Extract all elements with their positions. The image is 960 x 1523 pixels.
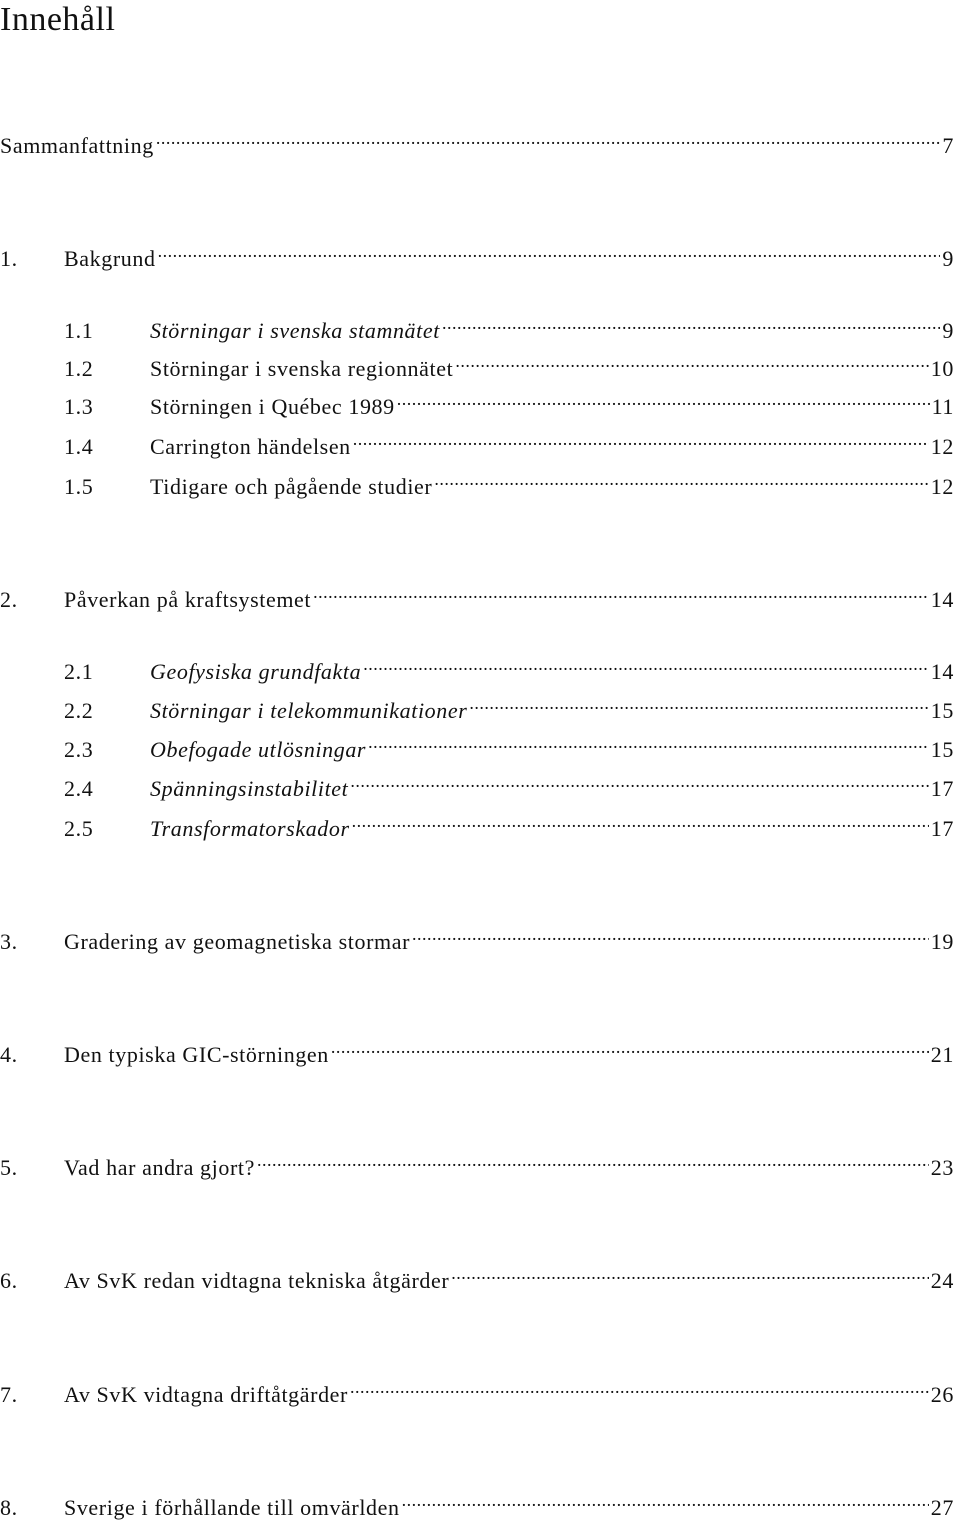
toc-entry[interactable]: [0, 1258, 954, 1293]
toc-entry-number: 1.2: [64, 356, 94, 381]
toc-entry-number: 1.3: [64, 394, 94, 419]
toc-entry-page-number: 9: [942, 246, 954, 271]
toc-dot-leader: [442, 308, 940, 338]
toc-entry-title: Vad har andra gjort?: [64, 1155, 255, 1180]
toc-entry-page-number: 27: [930, 1495, 954, 1520]
toc-entry-page-number: 23: [930, 1155, 954, 1180]
toc-entry-title: Påverkan på kraftsystemet: [64, 587, 312, 612]
toc-dot-leader: [469, 688, 928, 718]
toc-entry-number: 4.: [0, 1042, 18, 1067]
toc-entry-page-number: 14: [930, 659, 954, 684]
toc-entry-number: 6.: [0, 1268, 18, 1293]
toc-entry-page-number: 17: [930, 776, 954, 801]
toc-dot-leader: [313, 577, 929, 607]
toc-dot-leader: [352, 806, 929, 836]
toc-entry-number: 1.: [0, 246, 18, 271]
toc-dot-leader: [363, 649, 929, 679]
toc-entry[interactable]: [0, 1485, 954, 1520]
toc-entry-page-number: 19: [930, 929, 954, 954]
toc-entry-title: Bakgrund: [64, 246, 156, 271]
toc-entry-page-number: 10: [930, 356, 954, 381]
toc-entry-title: Av SvK redan vidtagna tekniska åtgärder: [64, 1268, 450, 1293]
toc-entry-page-number: 15: [930, 737, 954, 762]
toc-entry-page-number: 21: [930, 1042, 954, 1067]
toc-entry[interactable]: [0, 688, 954, 723]
toc-dot-leader: [455, 346, 928, 376]
toc-entry-title: Sammanfattning: [0, 133, 154, 158]
toc-entry-number: 1.1: [64, 318, 94, 343]
toc-entry-title: Carrington händelsen: [150, 434, 351, 459]
toc-dot-leader: [402, 1485, 929, 1515]
toc-entry[interactable]: [0, 346, 954, 381]
toc-entry-number: 5.: [0, 1155, 18, 1180]
toc-dot-leader: [397, 384, 930, 414]
toc-entry-title: Av SvK vidtagna driftåtgärder: [64, 1382, 348, 1407]
toc-entry-title: Störningar i svenska stamnätet: [150, 318, 440, 343]
toc-entry-title: Sverige i förhållande till omvärlden: [64, 1495, 400, 1520]
toc-entry[interactable]: [0, 236, 954, 271]
toc-entry[interactable]: [0, 649, 954, 684]
toc-entry-page-number: 12: [930, 474, 954, 499]
toc-entry-title: Störningar i telekommunikationer: [150, 698, 468, 723]
toc-entry-page-number: 12: [930, 434, 954, 459]
toc-entry-number: 7.: [0, 1382, 18, 1407]
page-title: Innehåll: [0, 1, 116, 38]
toc-dot-leader: [158, 236, 941, 266]
toc-entry-number: 2.5: [64, 816, 94, 841]
toc-entry[interactable]: [0, 766, 954, 801]
toc-entry[interactable]: [0, 727, 954, 762]
toc-entry-page-number: 17: [930, 816, 954, 841]
toc-entry[interactable]: [0, 308, 954, 343]
toc-entry[interactable]: [0, 123, 954, 158]
toc-dot-leader: [451, 1258, 929, 1288]
toc-entry-title: Obefogade utlösningar: [150, 737, 367, 762]
toc-entry-number: 1.5: [64, 474, 94, 499]
toc-entry-page-number: 26: [930, 1382, 954, 1407]
toc-entry-page-number: 24: [930, 1268, 954, 1293]
toc-entry-title: Geofysiska grundfakta: [150, 659, 362, 684]
toc-entry-page-number: 14: [930, 587, 954, 612]
toc-entry[interactable]: [0, 1032, 954, 1067]
toc-entry[interactable]: [0, 1145, 954, 1180]
toc-dot-leader: [350, 1372, 929, 1402]
toc-entry-title: Tidigare och pågående studier: [150, 474, 433, 499]
toc-entry-page-number: 15: [930, 698, 954, 723]
toc-entry[interactable]: [0, 424, 954, 459]
toc-dot-leader: [331, 1032, 929, 1062]
toc-dot-leader: [257, 1145, 929, 1175]
toc-entry-number: 2.: [0, 587, 18, 612]
toc-entry-title: Spänningsinstabilitet: [150, 776, 349, 801]
toc-entry-title: Den typiska GIC-störningen: [64, 1042, 329, 1067]
toc-entry[interactable]: [0, 577, 954, 612]
toc-entry-number: 8.: [0, 1495, 18, 1520]
toc-entry-number: 2.4: [64, 776, 94, 801]
toc-dot-leader: [353, 424, 929, 454]
toc-dot-leader: [368, 727, 929, 757]
toc-entry-title: Gradering av geomagnetiska stormar: [64, 929, 411, 954]
toc-entry-number: 3.: [0, 929, 18, 954]
toc-entry-page-number: 11: [931, 394, 954, 419]
toc-entry-number: 1.4: [64, 434, 94, 459]
toc-entry[interactable]: [0, 1372, 954, 1407]
toc-dot-leader: [412, 919, 929, 949]
toc-entry[interactable]: [0, 806, 954, 841]
toc-entry-title: Transformatorskador: [150, 816, 350, 841]
toc-entry[interactable]: [0, 384, 954, 419]
toc-entry-page-number: 7: [942, 133, 954, 158]
toc-entry-number: 2.1: [64, 659, 94, 684]
toc-dot-leader: [156, 123, 941, 153]
toc-entry-title: Störningar i svenska regionnätet: [150, 356, 454, 381]
toc-entry-number: 2.2: [64, 698, 94, 723]
toc-dot-leader: [434, 464, 928, 494]
toc-entry-page-number: 9: [942, 318, 954, 343]
toc-entry-number: 2.3: [64, 737, 94, 762]
toc-dot-leader: [350, 766, 928, 796]
toc-entry[interactable]: [0, 919, 954, 954]
toc-entry-title: Störningen i Québec 1989: [150, 394, 395, 419]
toc-entry[interactable]: [0, 464, 954, 499]
